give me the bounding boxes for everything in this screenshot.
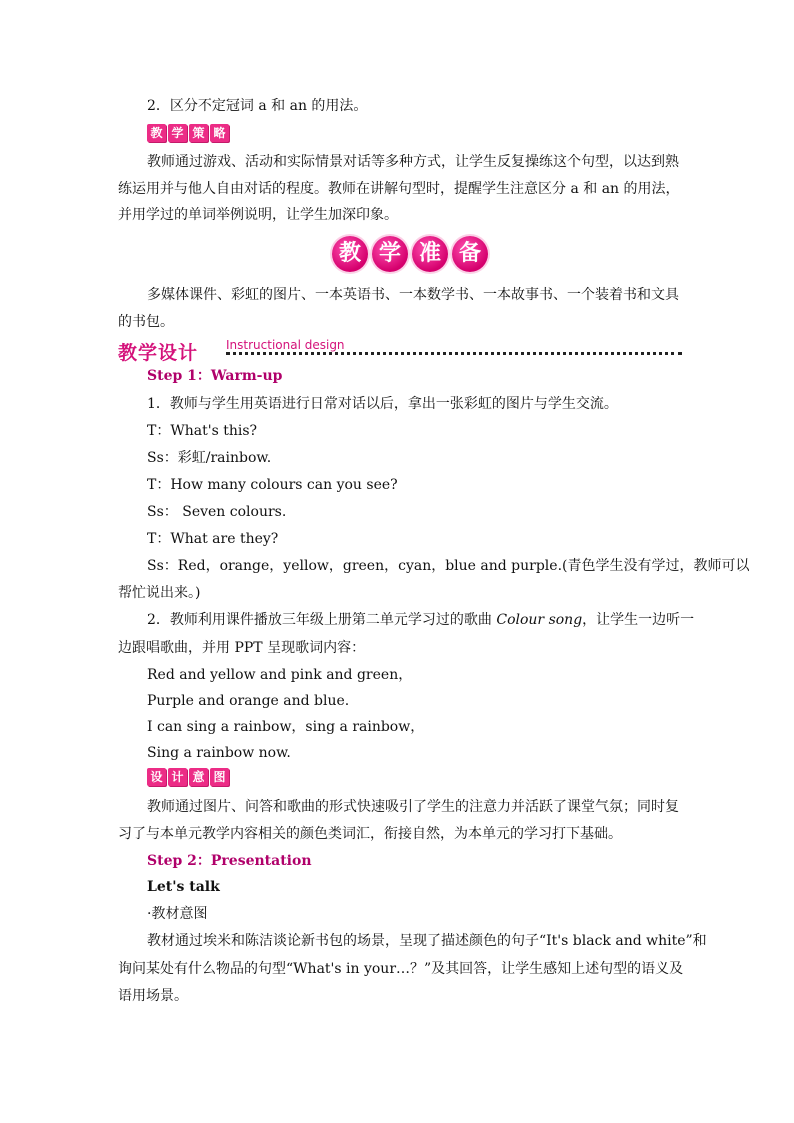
text-run: 2．教师利用课件播放三年级上册第二单元学习过的歌曲 bbox=[147, 612, 497, 628]
strategy-tag bbox=[147, 124, 229, 142]
paragraph-line: 语用场景。 bbox=[118, 988, 188, 1004]
paragraph-line: 教材通过埃米和陈洁谈论新书包的场景，呈现了描述颜色的句子“It's black and white”和 bbox=[147, 933, 707, 949]
intent-tag bbox=[147, 768, 229, 786]
dialogue-line: T：What are they? bbox=[147, 531, 279, 547]
dialogue-line: 帮忙说出来。) bbox=[118, 585, 201, 601]
design-heading-subtitle: Instructional design bbox=[226, 338, 345, 352]
song-title: Colour song bbox=[496, 612, 583, 628]
tag-char: 学 bbox=[168, 124, 187, 142]
paragraph-line: 2．区分不定冠词 a 和 an 的用法。 bbox=[147, 98, 368, 114]
text-run: ，让学生一边听一 bbox=[582, 612, 695, 628]
design-heading-title: 教学设计 bbox=[118, 342, 199, 364]
paragraph-line: 边跟唱歌曲，并用 PPT 呈现歌词内容： bbox=[118, 640, 366, 656]
paragraph-line: 的书包。 bbox=[118, 314, 174, 330]
title-bubble: 学 bbox=[372, 236, 408, 272]
paragraph-line: 教师通过图片、问答和歌曲的形式快速吸引了学生的注意力并活跃了课堂气氛；同时复 bbox=[147, 799, 679, 815]
dotted-rule bbox=[226, 352, 682, 355]
subsection-label: ·教材意图 bbox=[147, 906, 208, 922]
dialogue-line: T：What's this? bbox=[147, 423, 258, 439]
paragraph-line: 询问某处有什么物品的句型“What's in your…？”及其回答，让学生感知上述句型的语义及 bbox=[118, 961, 684, 977]
tag-char: 略 bbox=[210, 124, 229, 142]
title-bubble: 备 bbox=[452, 236, 488, 272]
dialogue-line: Ss：Red，orange，yellow，green，cyan，blue and purple.(青色学生没有学过，教师可以 bbox=[147, 558, 750, 574]
preparation-title bbox=[332, 236, 488, 272]
tag-char: 图 bbox=[210, 768, 229, 786]
lyric-line: Purple and orange and blue. bbox=[147, 693, 350, 709]
title-bubble: 准 bbox=[412, 236, 448, 272]
lyric-line: Sing a rainbow now. bbox=[147, 745, 291, 761]
paragraph-line: 教师通过游戏、活动和实际情景对话等多种方式，让学生反复操练这个句型，以达到熟 bbox=[147, 154, 679, 170]
tag-char: 教 bbox=[147, 124, 166, 142]
lyric-line: I can sing a rainbow，sing a rainbow， bbox=[147, 719, 425, 735]
tag-char: 设 bbox=[147, 768, 166, 786]
paragraph-line: 练运用并与他人自由对话的程度。教师在讲解句型时，提醒学生注意区分 a 和 an 的用法， bbox=[118, 181, 680, 197]
dialogue-line: T：How many colours can you see? bbox=[147, 477, 398, 493]
tag-char: 意 bbox=[189, 768, 208, 786]
dialogue-line: Ss：彩虹/rainbow. bbox=[147, 450, 272, 466]
paragraph-line: 习了与本单元教学内容相关的颜色类词汇，衔接自然，为本单元的学习打下基础。 bbox=[118, 826, 622, 842]
title-bubble: 教 bbox=[332, 236, 368, 272]
design-heading bbox=[118, 337, 682, 363]
dialogue-line: Ss： Seven colours. bbox=[147, 504, 287, 520]
lyric-line: Red and yellow and pink and green， bbox=[147, 667, 413, 683]
step-heading: Step 2：Presentation bbox=[147, 853, 312, 869]
tag-char: 策 bbox=[189, 124, 208, 142]
paragraph-line bbox=[147, 612, 707, 628]
tag-char: 计 bbox=[168, 768, 187, 786]
paragraph-line: 并用学过的单词举例说明，让学生加深印象。 bbox=[118, 207, 398, 223]
step-heading: Step 1：Warm-up bbox=[147, 368, 283, 384]
paragraph-line: 多媒体课件、彩虹的图片、一本英语书、一本数学书、一本故事书、一个装着书和文具 bbox=[147, 287, 679, 303]
paragraph-line: 1．教师与学生用英语进行日常对话以后，拿出一张彩虹的图片与学生交流。 bbox=[147, 396, 618, 412]
section-heading: Let's talk bbox=[147, 879, 220, 895]
